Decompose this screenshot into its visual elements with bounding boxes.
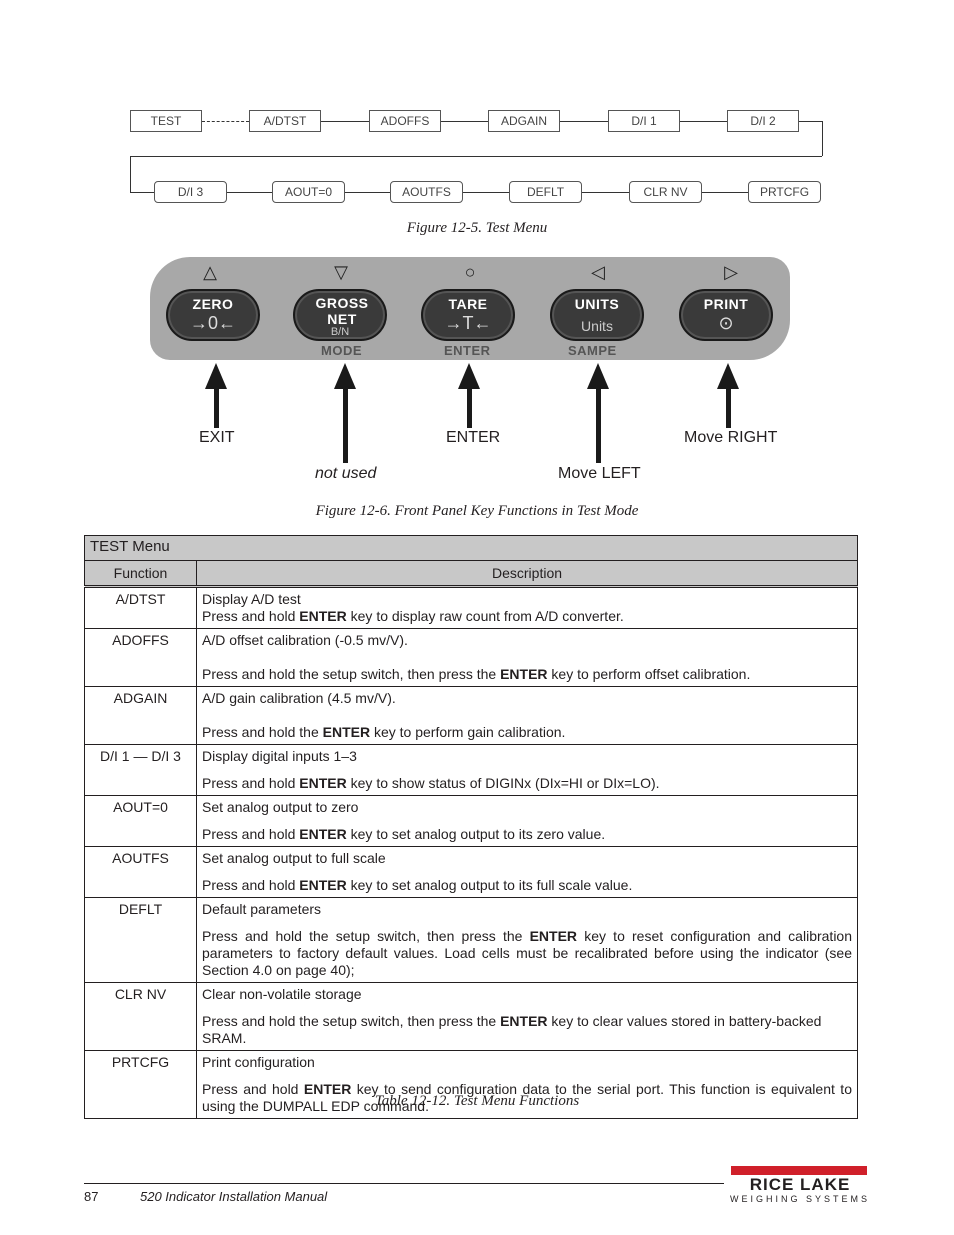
connector-dashed bbox=[202, 121, 249, 122]
connector bbox=[582, 192, 629, 193]
gross-net-key[interactable] bbox=[293, 289, 387, 341]
text-span: key to set analog output to its full scale value. bbox=[346, 877, 633, 893]
function-cell: AOUTFS bbox=[85, 847, 197, 898]
table-row bbox=[85, 629, 858, 687]
text-span: Press and hold bbox=[202, 1081, 304, 1097]
key-name: ENTER bbox=[299, 826, 347, 842]
key-name: ENTER bbox=[500, 666, 548, 682]
mode-label: MODE bbox=[321, 343, 362, 358]
description-line: Display A/D test bbox=[202, 591, 301, 607]
exit-label: EXIT bbox=[199, 429, 235, 446]
arrow-shaft bbox=[726, 388, 731, 428]
text-span: key to display raw count from A/D converter. bbox=[346, 608, 624, 624]
description-line bbox=[202, 724, 852, 741]
text-span: Press and hold the bbox=[202, 724, 323, 740]
tare-key-label: TARE bbox=[448, 296, 488, 312]
units-key-label: UNITS bbox=[574, 296, 620, 312]
connector bbox=[799, 121, 822, 122]
description-line bbox=[202, 928, 852, 979]
text-span: key to send configuration data to the serial port. This function is equivalent to using the DUMPALL EDP command. bbox=[202, 1081, 852, 1114]
description-cell bbox=[197, 687, 858, 745]
text-span: Press and hold bbox=[202, 775, 300, 791]
arrow-shaft bbox=[467, 388, 472, 428]
zero-key-label: ZERO bbox=[192, 296, 234, 312]
connector bbox=[680, 121, 727, 122]
connector bbox=[702, 192, 748, 193]
key-name: ENTER bbox=[299, 608, 347, 624]
table-row bbox=[85, 687, 858, 745]
table-row bbox=[85, 898, 858, 983]
connector bbox=[130, 156, 822, 157]
gross-net-key-label: GROSS NET bbox=[315, 295, 369, 327]
arrow-up-icon bbox=[458, 363, 480, 389]
description-line: Display digital inputs 1–3 bbox=[202, 748, 357, 764]
print-key[interactable] bbox=[679, 289, 773, 341]
arrow-up-icon bbox=[205, 363, 227, 389]
menu-node-aoutfs: AOUTFS bbox=[390, 181, 463, 203]
menu-node-adoffs: ADOFFS bbox=[369, 110, 441, 132]
description-cell bbox=[197, 796, 858, 847]
key-name: ENTER bbox=[299, 775, 347, 791]
enter-function-label: ENTER bbox=[446, 429, 501, 446]
text-span: key to set analog output to its zero value. bbox=[346, 826, 606, 842]
logo-wordmark: RICE LAKE bbox=[749, 1175, 851, 1194]
text-span: key to perform offset calibration. bbox=[547, 666, 751, 682]
arrow-shaft bbox=[343, 388, 348, 463]
description-line bbox=[202, 775, 852, 792]
connector bbox=[321, 121, 369, 122]
connector bbox=[822, 121, 823, 156]
connector bbox=[130, 192, 154, 193]
menu-node-clrnv: CLR NV bbox=[629, 181, 702, 203]
function-cell: ADGAIN bbox=[85, 687, 197, 745]
text-span: Press and hold the setup switch, then press the bbox=[202, 666, 501, 682]
arrow-up-icon bbox=[587, 363, 609, 389]
menu-node-di3: D/I 3 bbox=[154, 181, 227, 203]
text-span: Press and hold the setup switch, then press the bbox=[202, 1013, 501, 1029]
menu-node-aout0: AOUT=0 bbox=[272, 181, 345, 203]
up-triangle-icon: △ bbox=[203, 262, 217, 282]
description-line bbox=[202, 608, 852, 625]
units-sub-label: Units bbox=[581, 318, 613, 334]
function-cell: PRTCFG bbox=[85, 1051, 197, 1119]
circle-icon: ○ bbox=[464, 262, 476, 282]
zero-key[interactable] bbox=[166, 289, 260, 341]
table-row bbox=[85, 796, 858, 847]
description-line bbox=[202, 1013, 852, 1047]
text-span: Press and hold bbox=[202, 826, 300, 842]
table-title: TEST Menu bbox=[85, 536, 858, 561]
print-icon: ⊙ bbox=[718, 313, 734, 333]
arrow-up-icon bbox=[334, 363, 356, 389]
sampe-label: SAMPE bbox=[568, 343, 617, 358]
text-span: Press and hold bbox=[202, 608, 300, 624]
left-triangle-icon: ◁ bbox=[591, 262, 605, 282]
down-triangle-icon: ▽ bbox=[334, 262, 348, 282]
connector bbox=[130, 156, 131, 192]
menu-node-prtcfg: PRTCFG bbox=[748, 181, 821, 203]
description-cell bbox=[197, 847, 858, 898]
description-cell bbox=[197, 587, 858, 629]
column-header-function: Function bbox=[85, 561, 197, 587]
menu-node-adgain: ADGAIN bbox=[488, 110, 560, 132]
move-right-label: Move RIGHT bbox=[684, 429, 778, 446]
right-triangle-icon: ▷ bbox=[724, 262, 738, 282]
connector bbox=[345, 192, 390, 193]
text-span: key to perform gain calibration. bbox=[370, 724, 566, 740]
description-cell bbox=[197, 745, 858, 796]
key-name: ENTER bbox=[529, 928, 578, 944]
table-row bbox=[85, 745, 858, 796]
text-span: Press and hold the setup switch, then press the bbox=[202, 928, 530, 944]
key-name: ENTER bbox=[299, 877, 347, 893]
key-name: ENTER bbox=[322, 724, 371, 740]
page-number: 87 bbox=[84, 1189, 99, 1204]
function-cell: DEFLT bbox=[85, 898, 197, 983]
figure-caption: Figure 12-6. Front Panel Key Functions in Test Mode bbox=[315, 503, 639, 519]
table-row bbox=[85, 983, 858, 1051]
figure-caption: Figure 12-5. Test Menu bbox=[406, 220, 548, 236]
footer-rule bbox=[84, 1183, 724, 1184]
units-key[interactable] bbox=[550, 289, 644, 341]
text-span: key to reset configuration and calibration parameters to factory default values. Load cells must be recalibrated before using the indicator (see Section 4.0 on page 40); bbox=[202, 928, 852, 978]
move-left-label: Move LEFT bbox=[558, 465, 641, 482]
description-line bbox=[202, 826, 852, 843]
test-menu-table bbox=[84, 535, 858, 1119]
tare-icon: →T← bbox=[444, 313, 492, 333]
description-cell bbox=[197, 983, 858, 1051]
key-name: ENTER bbox=[303, 1081, 352, 1097]
description-line: Default parameters bbox=[202, 901, 322, 917]
description-cell bbox=[197, 898, 858, 983]
description-line: Set analog output to full scale bbox=[202, 850, 386, 866]
table-row bbox=[85, 587, 858, 629]
text-span: Press and hold bbox=[202, 877, 300, 893]
bn-label: B/N bbox=[330, 326, 350, 338]
column-header-description: Description bbox=[197, 561, 858, 587]
function-cell: ADOFFS bbox=[85, 629, 197, 687]
text-span: key to clear values stored in battery-backed SRAM. bbox=[202, 1013, 822, 1046]
description-line: Print configuration bbox=[202, 1054, 315, 1070]
description-line: Set analog output to zero bbox=[202, 799, 359, 815]
zero-icon: →0← bbox=[189, 313, 236, 333]
menu-node-adtst: A/DTST bbox=[249, 110, 321, 132]
manual-title: 520 Indicator Installation Manual bbox=[140, 1189, 328, 1204]
arrow-up-icon bbox=[717, 363, 739, 389]
function-cell: CLR NV bbox=[85, 983, 197, 1051]
table-row bbox=[85, 847, 858, 898]
connector bbox=[227, 192, 272, 193]
connector bbox=[560, 121, 608, 122]
function-cell: AOUT=0 bbox=[85, 796, 197, 847]
table-caption: Table 12-12. Test Menu Functions bbox=[374, 1093, 580, 1109]
arrow-shaft bbox=[596, 388, 601, 463]
arrow-shaft bbox=[214, 388, 219, 428]
print-key-label: PRINT bbox=[703, 296, 749, 312]
function-cell: D/I 1 — D/I 3 bbox=[85, 745, 197, 796]
description-cell bbox=[197, 629, 858, 687]
connector bbox=[441, 121, 488, 122]
logo-red-bar bbox=[731, 1166, 867, 1175]
tare-key[interactable] bbox=[421, 289, 515, 341]
description-line: A/D offset calibration (-0.5 mv/V). bbox=[202, 632, 408, 648]
description-line bbox=[202, 666, 852, 683]
description-line: Clear non-volatile storage bbox=[202, 986, 362, 1002]
menu-node-di1: D/I 1 bbox=[608, 110, 680, 132]
enter-label: ENTER bbox=[444, 343, 491, 358]
text-span: key to show status of DIGINx (DIx=HI or DIx=LO). bbox=[346, 775, 660, 791]
not-used-label: not used bbox=[315, 465, 377, 482]
description-line: A/D gain calibration (4.5 mv/V). bbox=[202, 690, 396, 706]
menu-node-deflt: DEFLT bbox=[509, 181, 582, 203]
menu-node-test: TEST bbox=[130, 110, 202, 132]
connector bbox=[463, 192, 509, 193]
key-name: ENTER bbox=[500, 1013, 548, 1029]
function-cell: A/DTST bbox=[85, 587, 197, 629]
menu-node-di2: D/I 2 bbox=[727, 110, 799, 132]
logo-tagline: WEIGHING SYSTEMS bbox=[730, 1194, 871, 1204]
description-line bbox=[202, 877, 852, 894]
